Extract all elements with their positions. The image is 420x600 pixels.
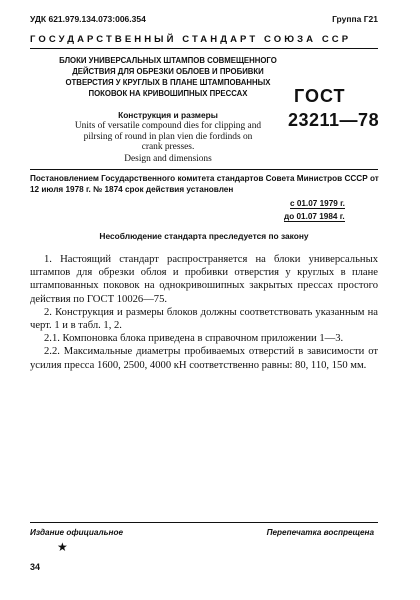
subtitle-ru: Конструкция и размеры [118,110,218,120]
title-line: БЛОКИ УНИВЕРСАЛЬНЫХ ШТАМПОВ СОВМЕЩЕННОГО [59,56,277,65]
official-edition-note: Издание официальное [30,528,123,537]
paragraph-2: 2. Конструкция и размеры блоков должны соответствовать указанным на черт. 1 и в табл. 1, 2. [30,306,378,332]
bottom-divider [30,522,378,523]
group-code: Группа Г21 [332,14,378,24]
liability-notice: Несоблюдение стандарта преследуется по закону [99,231,309,241]
paragraph-2-2: 2.2. Максимальные диаметры пробиваемых отверстий в зависимости от усилия пресса 1600, 2500, 4000 кН соответственно равны: 80, 110, 150 мм. [30,346,378,371]
standard-title: ГОСУДАРСТВЕННЫЙ СТАНДАРТ СОЮЗА ССР [30,34,352,45]
page-number: 34 [30,562,41,572]
reprint-forbidden-note: Перепечатка воспрещена [266,528,374,537]
title-line: ПОКОВОК НА КРИВОШИПНЫХ ПРЕССАХ [88,89,248,98]
title-line: ДЕЙСТВИЯ ДЛЯ ОБРЕЗКИ ОБЛОЕВ И ПРОБИВКИ [72,67,264,76]
validity-from [290,198,345,209]
title-en-line: crank presses. [141,142,195,152]
paragraph-1: 1. Настоящий стандарт распространяется на блоки универсальных штампов для обрезки облоя и пробивки отверстия у круглых в плане штампованных поковок на однокривошипных закрытых прессах простого действия по ГОСТ 10026—75. [30,254,378,305]
gost-label: ГОСТ [294,86,346,106]
star-icon: ★ [57,540,68,554]
decree-text: Постановлением Государственного комитета стандартов Совета Министров СССР от 12 июля 1978 г. № 1874 срок действия установлен [30,174,379,194]
document-title-en [58,121,278,153]
middle-divider [30,169,378,170]
validity-to [284,211,345,222]
top-divider [30,48,378,49]
title-line: ОТВЕРСТИЯ У КРУГЛЫХ В ПЛАНЕ ШТАМПОВАННЫХ [65,78,271,87]
validity-to-text: до 01.07 1984 г. [284,212,345,221]
body-text [30,253,378,372]
udk-code: УДК 621.979.134.073:006.354 [30,14,146,24]
title-en-line: pilrsing of round in plan vien die fordinds on [83,131,253,142]
paragraph-2-1: 2.1. Компоновка блока приведена в справочном приложении 1—3. [44,333,344,345]
gost-number: 23211—78 [288,110,380,130]
document-title-ru [58,55,278,99]
subtitle-en: Design and dimensions [124,154,212,164]
title-en-line: Units of versatile compound dies for clipping and [74,121,262,131]
validity-from-text: с 01.07 1979 г. [290,199,345,208]
